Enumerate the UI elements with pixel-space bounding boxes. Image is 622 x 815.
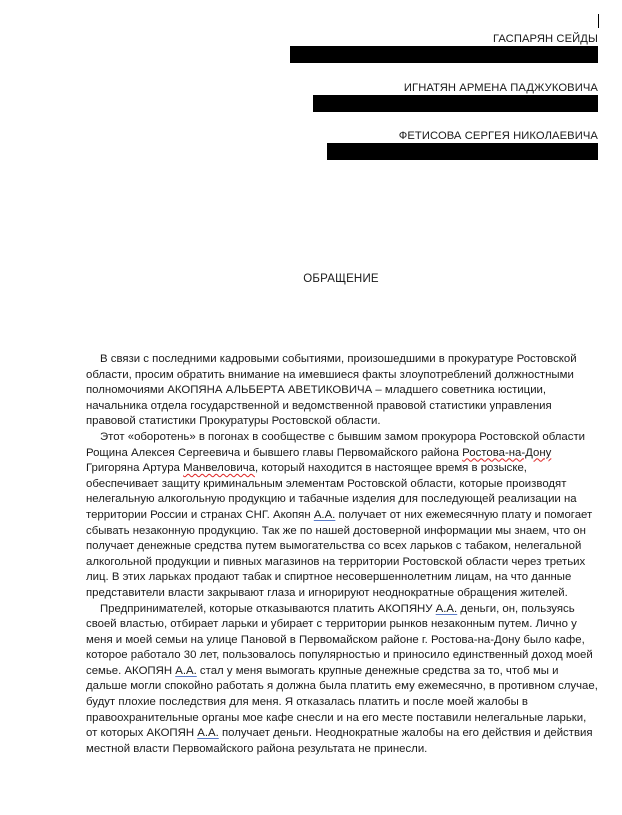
paragraph-text: получает от них ежемесячную плату и помогает сбывать незаконную продукцию. Так же по нашей достоверной информации мы знаем, что он получает денежные средства путем вымогательства со всех ларьков с табаком, нелегальной алкогольной продукции и пивных магазинов на территории Ростовской области через третьих лиц. В этих ларьках продают табак и спиртное несовершеннолетним лицам, на что данные представители власти закрывают глаза и игнорируют неоднократные обращения жителей. <box>86 508 593 599</box>
redaction-bar-2 <box>313 95 598 112</box>
paragraph-text: Григоряна Артура <box>86 462 184 475</box>
document-title: ОБРАЩЕНИЕ <box>303 273 379 285</box>
initials-text: А.А. <box>313 508 336 521</box>
paragraph-text: стал у меня вымогать крупные денежные средства за то, чтоб мы и дальше могли спокойно работать я должна была платить ему ежемесячно, в противном случае, будут плохие последствия для меня. Я отказалась платить и после моей жалобы в правоохранительные органы мое кафе снесли и на его месте поставили нелегальные ларьки, от которых АКОПЯН <box>86 664 598 740</box>
paragraph-text: Этот «оборотень» в погонах в сообществе с бывшим замом прокурора Ростовской области Рощина Алексея Сергеевича и бывшего главы Первомайского района <box>86 430 586 459</box>
redaction-bar-1 <box>290 46 598 63</box>
initials-text: А.А. <box>175 664 197 677</box>
spellcheck-flagged-word: Ростова-на-Дону <box>462 446 552 459</box>
paragraph-text: деньги, он, пользуясь своей властью, отбирает ларьки и убирает с территории рынков незаконным путем. Лично у меня и моей семьи на улице Пановой в Первомайском районе г. Ростова-на-Дону было кафе, которое работало 30 лет, пользовалось популярностью и приносило единственный доход моей семье. АКОПЯН <box>86 602 593 677</box>
document-body <box>86 352 598 757</box>
addressee-line-1: ГАСПАРЯН СЕЙДЫ <box>492 33 598 45</box>
paragraph-text: Предпринимателей, которые отказываются платить АКОПЯНУ <box>100 602 436 615</box>
redaction-bar-3 <box>327 143 598 160</box>
paragraph-text: , который находится в настоящее время в розыске, обеспечивает защиту криминальным элементам Ростовской области, которые производят нелегальную алкогольную продукцию и табачные изделия для последующей реализации на территории России и странах СНГ. Акопян <box>86 462 577 521</box>
text-cursor <box>598 14 599 28</box>
paragraph-1 <box>86 352 598 430</box>
initials-text: А.А. <box>197 727 219 740</box>
initials-text: А.А. <box>435 602 458 615</box>
paragraph-text: получает деньги. Неоднократные жалобы на его действия и действия местной власти Первомайского района результата не принесли. <box>86 727 593 755</box>
paragraph-2 <box>86 430 598 602</box>
spellcheck-flagged-word: Манвеловича <box>183 462 255 475</box>
addressee-line-3: ФЕТИСОВА СЕРГЕЯ НИКОЛАЕВИЧА <box>398 130 598 142</box>
addressee-line-2: ИГНАТЯН АРМЕНА ПАДЖУКОВИЧА <box>403 82 598 94</box>
paragraph-3 <box>86 602 598 758</box>
paragraph-text: В связи с последними кадровыми событиями, произошедшими в прокуратуре Ростовской области, просим обратить внимание на имевшиеся факты злоупотреблений должностными полномочиями АКОПЯНА АЛЬБЕРТА АВЕТИКОВИЧА – младшего советника юстиции, начальника отдела государственной и ведомственной правовой статистики управления правовой статистики Прокуратуры Ростовской области. <box>86 353 577 428</box>
